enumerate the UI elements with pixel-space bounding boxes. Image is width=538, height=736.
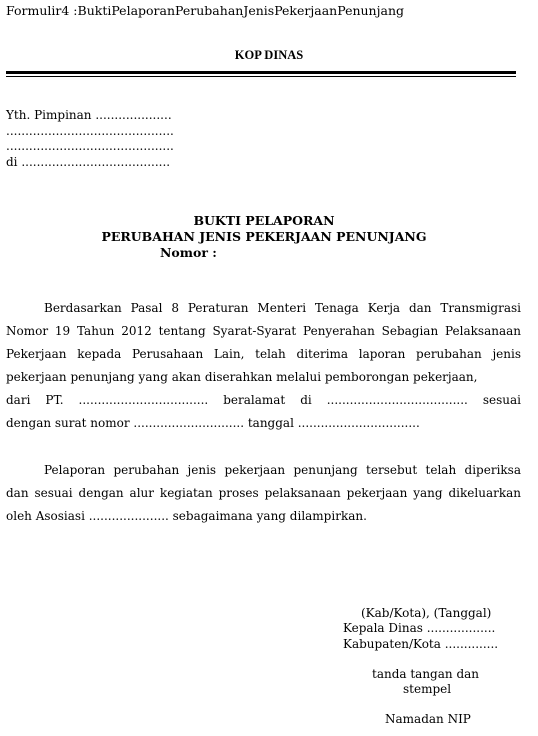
kop-dinas-heading: KOP DINAS <box>234 48 304 62</box>
paragraph-2 <box>6 459 521 528</box>
signature-sign-note-1: tanda tangan dan <box>372 667 480 681</box>
signature-sign-note-2: stempel <box>403 682 452 696</box>
address-line-3: ............................................ <box>6 139 174 153</box>
paragraph-2-line-1: Pelaporan perubahan jenis pekerjaan penunjang tersebut telah diperiksa <box>44 463 521 477</box>
paragraph-1 <box>6 297 521 435</box>
address-line-4: di ....................................... <box>6 155 171 169</box>
signature-head-title: Kepala Dinas .................. <box>343 621 496 635</box>
paragraph-1-line-5: dari PT. .................................. beralamat di ..................................... sesuai <box>6 393 521 407</box>
document-subtitle: PERUBAHAN JENIS PEKERJAAN PENUNJANG <box>101 229 427 244</box>
paragraph-1-line-3: Pekerjaan kepada Perusahaan Lain, telah diterima laporan perubahan jenis <box>6 347 521 361</box>
address-line-2: ............................................ <box>6 124 174 138</box>
address-line-1: Yth. Pimpinan .................... <box>6 108 172 122</box>
paragraph-2-line-3: oleh Asosiasi ..................... sebagaimana yang dilampirkan. <box>6 509 367 523</box>
header-rule-thick <box>6 71 516 74</box>
header-rule-thin <box>6 76 516 77</box>
paragraph-2-line-2: dan sesuai dengan alur kegiatan proses pelaksanaan pekerjaan yang dikeluarkan <box>6 486 521 500</box>
paragraph-1-line-1: Berdasarkan Pasal 8 Peraturan Menteri Tenaga Kerja dan Transmigrasi <box>44 301 521 315</box>
document-number-label: Nomor : <box>160 245 217 260</box>
paragraph-1-line-4: pekerjaan penunjang yang akan diserahkan melalui pemborongan pekerjaan, <box>6 370 478 384</box>
signature-region: Kabupaten/Kota .............. <box>343 637 499 651</box>
document-title: BUKTI PELAPORAN <box>193 213 335 228</box>
paragraph-1-line-6: dengan surat nomor ............................. tanggal ................................ <box>6 416 420 430</box>
signature-name-nip: Namadan NIP <box>385 712 471 726</box>
paragraph-1-line-2: Nomor 19 Tahun 2012 tentang Syarat-Syarat Penyerahan Sebagian Pelaksanaan <box>6 324 521 338</box>
form-label: Formulir4 :BuktiPelaporanPerubahanJenisPekerjaanPenunjang <box>6 3 404 18</box>
signature-place-date: (Kab/Kota), (Tanggal) <box>361 606 492 620</box>
